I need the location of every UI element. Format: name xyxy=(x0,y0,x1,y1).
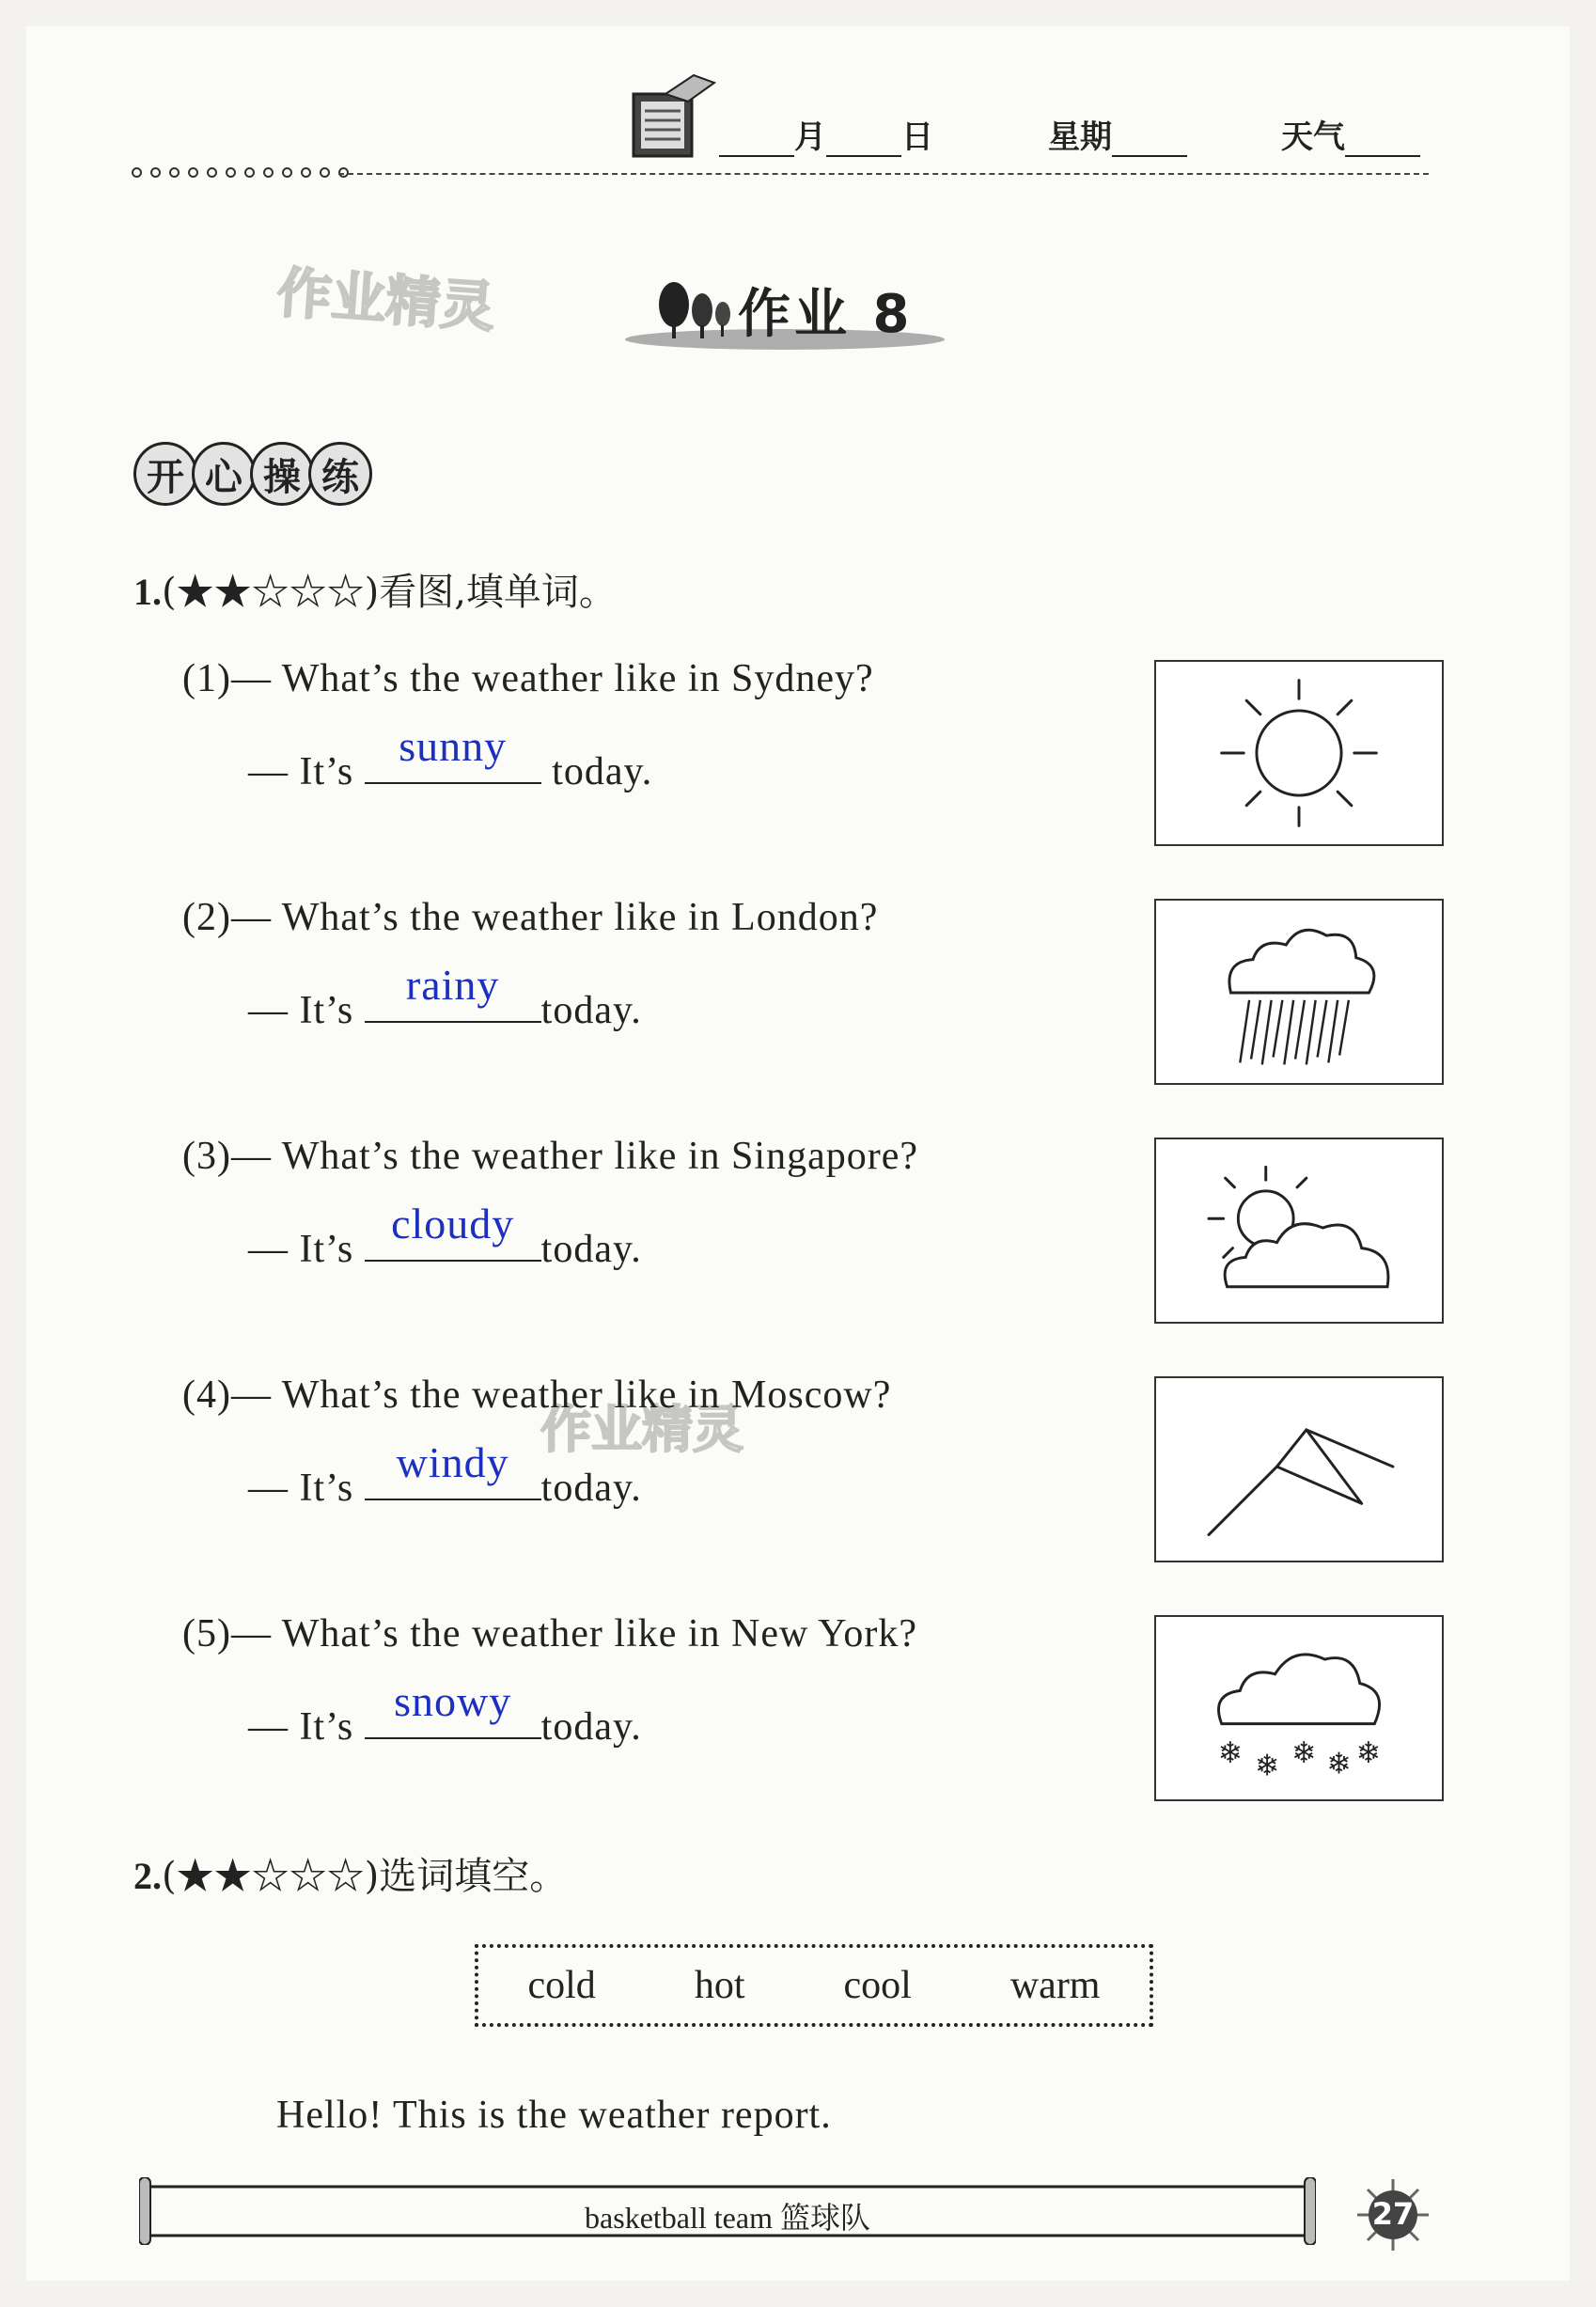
item-question xyxy=(182,656,874,701)
answer-suffix: today. xyxy=(540,989,642,1032)
answer-prefix: — It’s xyxy=(248,1705,354,1749)
question-text: — What’s the weather like in London? xyxy=(230,896,879,939)
answer-text: windy xyxy=(396,1438,509,1486)
item-number: (3) xyxy=(182,1135,231,1178)
answer-prefix: — It’s xyxy=(248,989,354,1032)
item-question xyxy=(182,1373,891,1418)
question-number: 1. xyxy=(133,571,162,613)
page-number-badge xyxy=(1357,2179,1429,2251)
badge-char: 练 xyxy=(308,442,372,506)
watermark: 作业精灵 xyxy=(274,259,497,339)
header-dots xyxy=(132,167,349,178)
answer-blank[interactable] xyxy=(365,1438,541,1500)
question-instruction: 看图,填单词。 xyxy=(379,571,617,614)
word-option: cool xyxy=(843,1964,912,2007)
passage-text: Hello! This is the weather report. xyxy=(276,2094,832,2137)
question-text: — What’s the weather like in Sydney? xyxy=(230,657,874,700)
footer-text: basketball team 篮球队 xyxy=(585,2201,870,2235)
item-question xyxy=(182,1134,918,1179)
day-label: 日 xyxy=(901,118,933,156)
answer-prefix: — It’s xyxy=(248,750,354,793)
badge-char: 开 xyxy=(133,442,197,506)
watermark: 作业精灵 xyxy=(540,1400,743,1459)
item-number: (4) xyxy=(182,1373,231,1417)
rain-cloud-icon xyxy=(1156,901,1442,1083)
weekday-field xyxy=(1048,111,1187,157)
answer-suffix: today. xyxy=(540,1228,642,1271)
item-number: (1) xyxy=(182,657,231,700)
weather-blank[interactable] xyxy=(1345,127,1420,157)
difficulty-stars: (★★☆☆☆) xyxy=(162,571,380,614)
word-bank xyxy=(475,1944,1153,2027)
answer-blank[interactable] xyxy=(365,1677,541,1739)
word-option: cold xyxy=(527,1964,596,2007)
word-option: warm xyxy=(1009,1964,1101,2007)
item-number: (5) xyxy=(182,1612,231,1656)
picture-frame xyxy=(1154,660,1444,846)
answer-blank[interactable] xyxy=(365,1200,541,1262)
picture-frame xyxy=(1154,1138,1444,1324)
picture-frame xyxy=(1154,1615,1444,1801)
item-number: (2) xyxy=(182,896,231,939)
question-text: — What’s the weather like in Singapore? xyxy=(230,1135,918,1178)
answer-suffix: today. xyxy=(540,1467,642,1510)
snow-cloud-icon xyxy=(1156,1617,1442,1799)
item-answer-line xyxy=(248,1677,642,1750)
svg-text:❄: ❄ xyxy=(1217,1735,1244,1770)
svg-text:❄: ❄ xyxy=(1291,1735,1317,1770)
header-divider xyxy=(338,173,1429,175)
item-question xyxy=(182,1611,917,1656)
svg-text:❄: ❄ xyxy=(1254,1749,1280,1783)
title-banner xyxy=(625,273,945,357)
weather-label: 天气 xyxy=(1281,118,1345,156)
footer-scroll xyxy=(139,2177,1316,2245)
page-title: 作业 8 xyxy=(738,284,914,345)
answer-prefix: — It’s xyxy=(248,1467,354,1510)
badge-char: 心 xyxy=(192,442,256,506)
answer-text: snowy xyxy=(394,1677,512,1725)
weekday-blank[interactable] xyxy=(1112,127,1187,157)
date-field xyxy=(719,111,933,157)
weekday-label: 星期 xyxy=(1048,118,1112,156)
page-number: 27 xyxy=(1371,2196,1415,2232)
question-instruction: 选词填空。 xyxy=(379,1855,568,1898)
difficulty-stars: (★★☆☆☆) xyxy=(162,1855,380,1898)
badge-char: 操 xyxy=(250,442,314,506)
answer-blank[interactable] xyxy=(365,722,541,784)
item-answer-line xyxy=(248,722,653,794)
month-blank[interactable] xyxy=(719,127,794,157)
answer-blank[interactable] xyxy=(365,961,541,1023)
answer-prefix: — It’s xyxy=(248,1228,354,1271)
svg-text:❄: ❄ xyxy=(1326,1747,1352,1781)
trees-icon xyxy=(653,280,738,342)
item-question xyxy=(182,895,878,940)
weather-field xyxy=(1281,111,1420,157)
question-text: — What’s the weather like in New York? xyxy=(230,1612,918,1656)
item-answer-line xyxy=(248,1200,642,1272)
answer-text: cloudy xyxy=(391,1200,515,1248)
picture-frame xyxy=(1154,899,1444,1085)
svg-text:❄: ❄ xyxy=(1355,1735,1382,1770)
answer-text: sunny xyxy=(399,722,508,770)
month-label: 月 xyxy=(794,118,826,156)
word-option: hot xyxy=(694,1964,745,2007)
section-badge xyxy=(133,442,367,506)
question-text: — What’s the weather like in Moscow? xyxy=(230,1373,892,1417)
answer-text: rainy xyxy=(405,961,500,1009)
picture-frame xyxy=(1154,1376,1444,1562)
notebook-icon xyxy=(628,71,722,162)
question-number: 2. xyxy=(133,1855,162,1897)
cloudy-sun-icon xyxy=(1156,1139,1442,1322)
day-blank[interactable] xyxy=(826,127,901,157)
question-2-heading xyxy=(133,1846,567,1900)
item-answer-line xyxy=(248,1438,642,1511)
sun-icon xyxy=(1156,662,1442,844)
answer-suffix: today. xyxy=(552,750,653,793)
answer-suffix: today. xyxy=(540,1705,642,1749)
flag-wind-icon xyxy=(1156,1378,1442,1561)
item-answer-line xyxy=(248,961,642,1033)
question-1-heading xyxy=(133,562,617,616)
